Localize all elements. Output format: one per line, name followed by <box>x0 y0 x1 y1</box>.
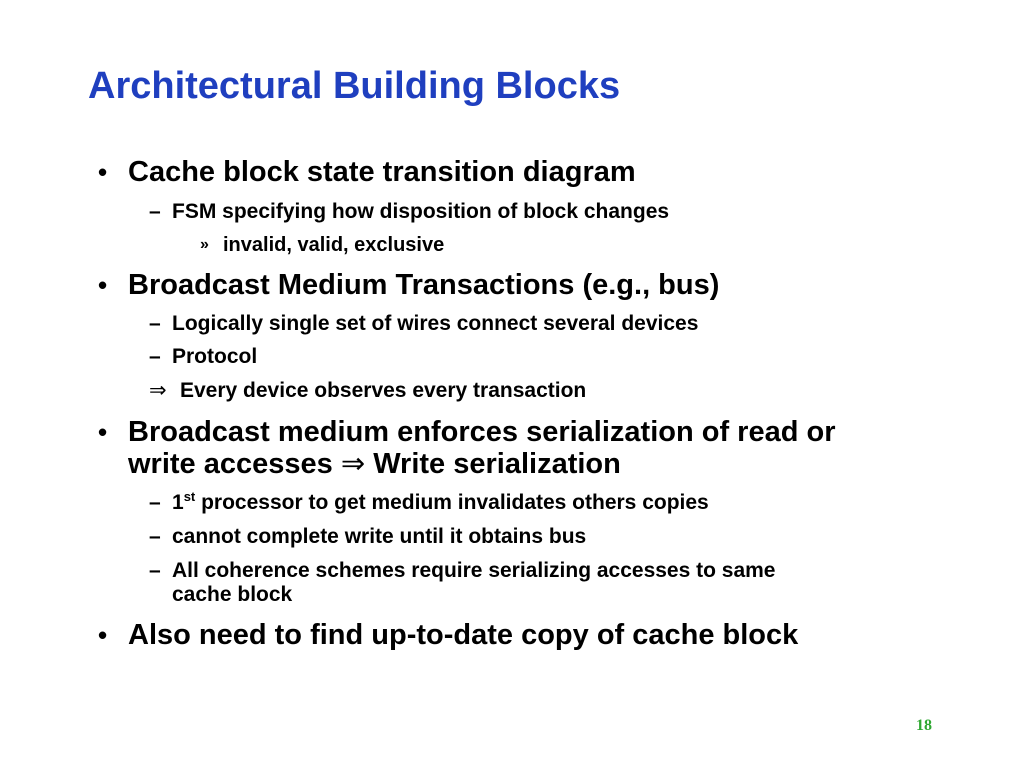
sub-bullet-text: Protocol <box>172 345 258 368</box>
sub-bullet-text: Every device observes every transaction <box>180 379 587 402</box>
sub-bullet-text <box>172 491 709 515</box>
sub-bullet-text: Logically single set of wires connect several devices <box>172 312 699 335</box>
bullet-marker: • <box>98 417 108 447</box>
ordinal-suffix: st <box>183 489 196 504</box>
sub-bullet-marker: – <box>149 525 161 548</box>
bullet-marker: • <box>98 270 108 300</box>
sub-bullet-marker: – <box>149 200 161 223</box>
bullet-marker: • <box>98 620 108 650</box>
bullet-text: Also need to find up-to-date copy of cache block <box>128 619 799 651</box>
bullet-text-line-1: Broadcast medium enforces serialization of read or <box>128 416 836 448</box>
sub-bullet-text-rest: processor to get medium invalidates others copies <box>195 491 709 514</box>
sub-bullet-marker: – <box>149 345 161 368</box>
sub-bullet-text: FSM specifying how disposition of block changes <box>172 200 670 223</box>
implies-arrow-icon: ⇒ <box>149 379 167 402</box>
page-number: 18 <box>916 717 932 734</box>
sub-bullet-marker: – <box>149 312 161 335</box>
slide-title: Architectural Building Blocks <box>88 65 621 107</box>
bullet-text-line-2 <box>128 448 621 481</box>
sub-sub-bullet-marker: » <box>200 236 209 253</box>
ordinal-number: 1 <box>172 491 184 514</box>
bullet-text-part: Write serialization <box>365 448 621 480</box>
sub-bullet-marker: – <box>149 491 161 514</box>
sub-sub-bullet-text: invalid, valid, exclusive <box>223 234 445 256</box>
sub-bullet-marker: – <box>149 559 161 582</box>
bullet-text: Broadcast Medium Transactions (e.g., bus) <box>128 269 720 301</box>
sub-bullet-text: cannot complete write until it obtains bus <box>172 525 587 548</box>
sub-bullet-text-line-1: All coherence schemes require serializing accesses to same <box>172 559 776 582</box>
sub-bullet-text-line-2: cache block <box>172 583 293 606</box>
implies-arrow-icon: ⇒ <box>340 448 366 480</box>
bullet-marker: • <box>98 157 108 187</box>
bullet-text: Cache block state transition diagram <box>128 156 636 188</box>
bullet-text-part: write accesses <box>128 448 341 480</box>
